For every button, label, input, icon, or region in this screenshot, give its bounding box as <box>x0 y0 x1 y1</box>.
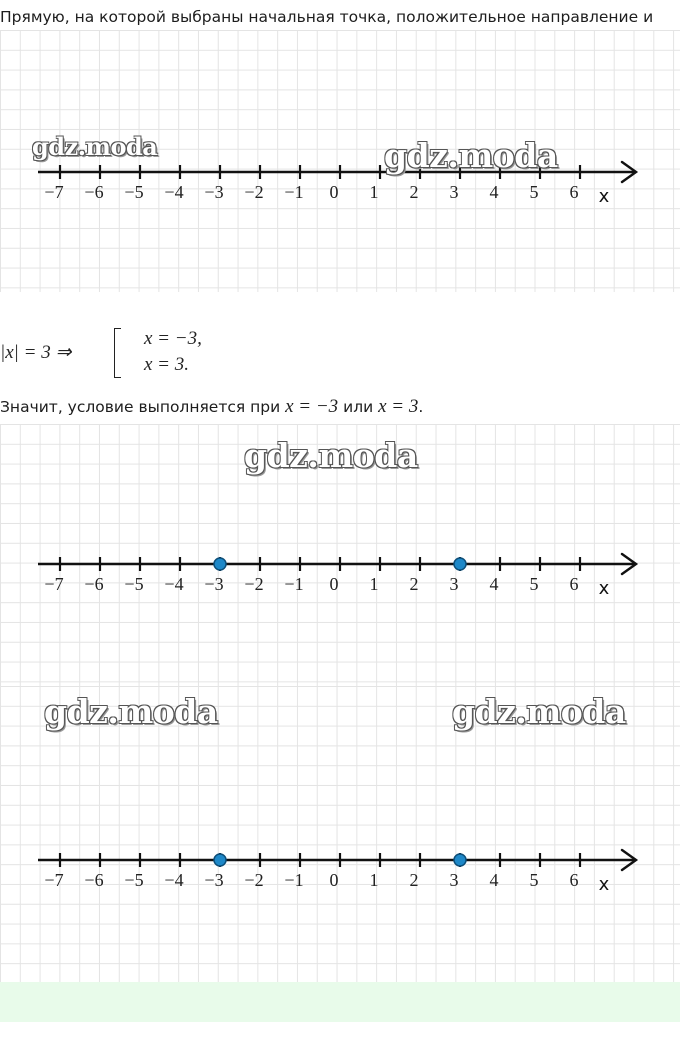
tick-label: 2 <box>409 182 419 202</box>
number-line-block-2 <box>0 424 680 686</box>
tick-label: −6 <box>84 182 104 202</box>
conclusion-suffix: . <box>418 398 424 416</box>
tick-label: 0 <box>329 574 339 594</box>
tick-label: −2 <box>244 574 264 594</box>
tick-label: −6 <box>84 870 104 890</box>
watermark: gdz.moda <box>384 136 558 175</box>
number-line-block-1 <box>0 30 680 292</box>
tick-label: −2 <box>244 870 264 890</box>
tick-label: 6 <box>569 182 579 202</box>
tick-label: −5 <box>124 870 144 890</box>
axis-label: x <box>598 874 610 895</box>
conclusion-prefix: Значит, условие выполняется при <box>0 398 286 416</box>
conclusion-middle: или <box>338 398 379 416</box>
footer-band <box>0 982 680 1022</box>
tick-label: 5 <box>529 870 539 890</box>
tick-label: −3 <box>204 182 224 202</box>
tick-label: 4 <box>489 870 499 890</box>
tick-label: −4 <box>164 574 184 594</box>
tick-label: −7 <box>44 182 64 202</box>
tick-label: 3 <box>449 574 459 594</box>
tick-label: −3 <box>204 574 224 594</box>
tick-label: −5 <box>124 574 144 594</box>
tick-label: −5 <box>124 182 144 202</box>
number-line-1 <box>0 30 680 292</box>
tick-label: −1 <box>284 574 304 594</box>
tick-label: 5 <box>529 574 539 594</box>
marked-point <box>454 558 466 570</box>
marked-point <box>454 854 466 866</box>
tick-label: 1 <box>369 870 379 890</box>
tick-label: 3 <box>449 182 459 202</box>
conclusion-expr-2: x = 3 <box>378 396 419 417</box>
tick-label: 4 <box>489 574 499 594</box>
watermark: gdz.moda <box>452 692 626 731</box>
conclusion-expr-1: x = −3 <box>285 396 339 417</box>
equation-case-2: x = 3. <box>144 354 190 375</box>
conclusion-text <box>0 396 423 418</box>
tick-label: −7 <box>44 870 64 890</box>
tick-label: 6 <box>569 574 579 594</box>
number-line-block-3 <box>0 686 680 982</box>
tick-label: −4 <box>164 870 184 890</box>
axis-label: x <box>598 578 610 599</box>
tick-label: −7 <box>44 574 64 594</box>
tick-label: −1 <box>284 182 304 202</box>
tick-label: 6 <box>569 870 579 890</box>
watermark: gdz.moda <box>44 692 218 731</box>
tick-label: 2 <box>409 870 419 890</box>
intro-text: Прямую, на которой выбраны начальная точка, положительное направление и <box>0 8 654 26</box>
case-bracket <box>114 328 121 378</box>
equation-lhs: |x| = 3 ⇒ <box>0 342 72 363</box>
watermark: gdz.moda <box>32 132 158 161</box>
tick-label: −6 <box>84 574 104 594</box>
watermark: gdz.moda <box>244 436 418 475</box>
tick-label: −2 <box>244 182 264 202</box>
tick-label: 0 <box>329 870 339 890</box>
tick-label: 5 <box>529 182 539 202</box>
tick-label: 4 <box>489 182 499 202</box>
tick-label: 1 <box>369 182 379 202</box>
marked-point <box>214 854 226 866</box>
tick-label: 1 <box>369 574 379 594</box>
equation-case-1: x = −3, <box>144 328 202 349</box>
tick-label: −1 <box>284 870 304 890</box>
equation-system <box>0 326 300 382</box>
tick-label: −3 <box>204 870 224 890</box>
tick-label: 2 <box>409 574 419 594</box>
axis-label: x <box>598 186 610 207</box>
tick-label: 3 <box>449 870 459 890</box>
tick-label: −4 <box>164 182 184 202</box>
tick-label: 0 <box>329 182 339 202</box>
marked-point <box>214 558 226 570</box>
